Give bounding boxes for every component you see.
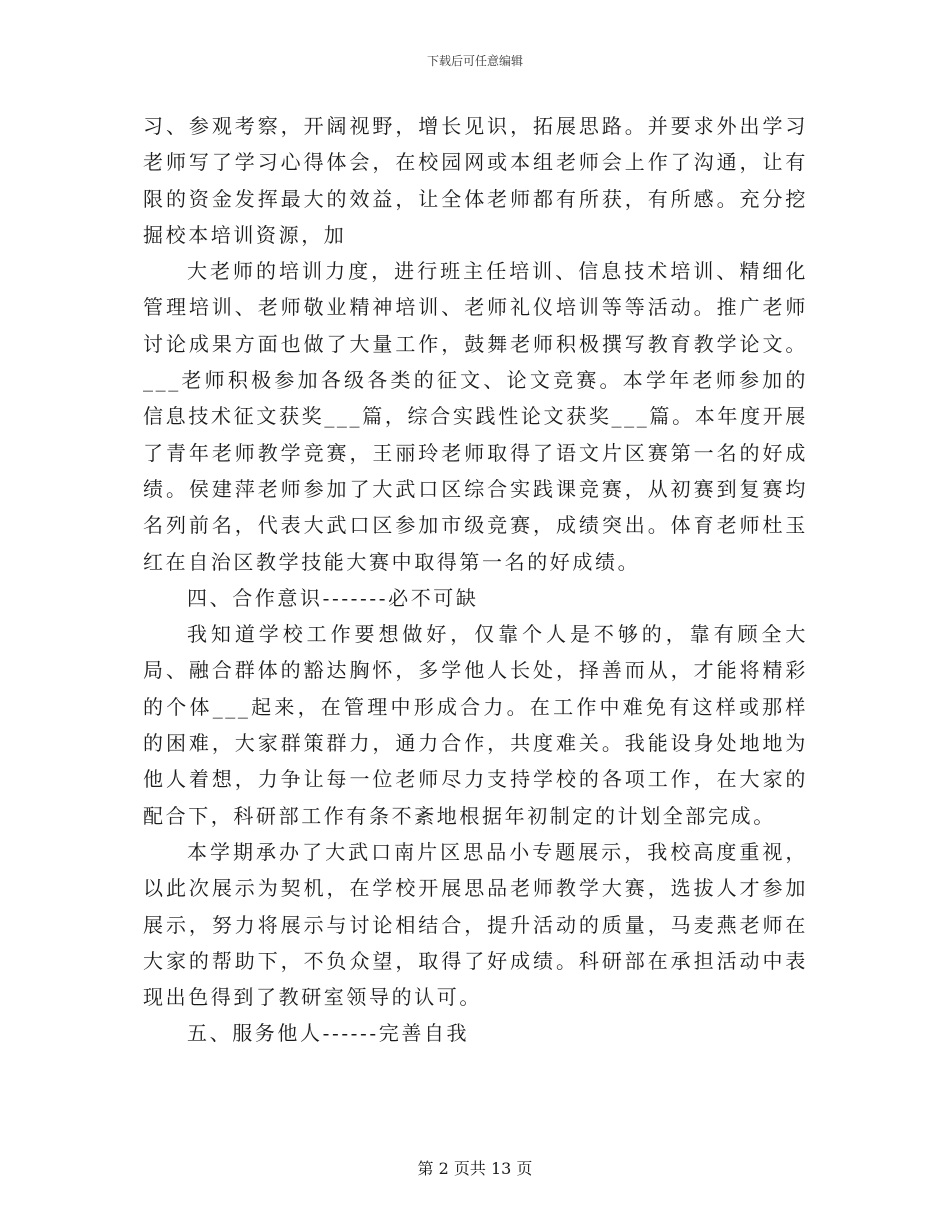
paragraph-3: 我知道学校工作要想做好，仅靠个人是不够的，靠有顾全大局、融合群体的豁达胸怀，多学他人长处，择善而从，才能将精彩的个体___起来，在管理中形成合力。在工作中难免有这样或那样的困难，大家群策群力，通力合作，共度难关。我能设身处地地为他人着想，力争让每一位老师尽力支持学校的各项工作，在大家的配合下，科研部工作有条不紊地根据年初制定的计划全部完成。 (143, 622, 808, 828)
paragraph-1: 习、参观考察，开阔视野，增长见识，拓展思路。并要求外出学习老师写了学习心得体会，在校园网或本组老师会上作了沟通，让有限的资金发挥最大的效益，让全体老师都有所获，有所感。充分挖掘校本培训资源，加 (143, 114, 808, 247)
page-number: 第 2 页共 13 页 (417, 1159, 533, 1178)
body-text (143, 108, 808, 1052)
page-header: 下载后可任意编辑 (426, 54, 523, 68)
section-heading-5: 五、服务他人------完善自我 (187, 1021, 470, 1046)
paragraph-4: 本学期承办了大武口南片区思品小专题展示，我校高度重视，以此次展示为契机，在学校开展思品老师教学大赛，选拔人才参加展示，努力将展示与讨论相结合，提升活动的质量，马麦燕老师在大家的帮助下，不负众望，取得了好成绩。科研部在承担活动中表现出色得到了教研室领导的认可。 (143, 839, 808, 1010)
section-heading-4: 四、合作意识-------必不可缺 (187, 585, 479, 610)
paragraph-2: 大老师的培训力度，进行班主任培训、信息技术培训、精细化管理培训、老师敬业精神培训、老师礼仪培训等等活动。推广老师讨论成果方面也做了大量工作，鼓舞老师积极撰写教育教学论文。___老师积极参加各级各类的征文、论文竞赛。本学年老师参加的信息技术征文获奖___篇，综合实践性论文获奖___篇。本年度开展了青年老师教学竞赛，王丽玲老师取得了语文片区赛第一名的好成绩。侯建萍老师参加了大武口区综合实践课竞赛，从初赛到复赛均名列前名，代表大武口区参加市级竞赛，成绩突出。体育老师杜玉红在自治区教学技能大赛中取得第一名的好成绩。 (143, 259, 808, 574)
